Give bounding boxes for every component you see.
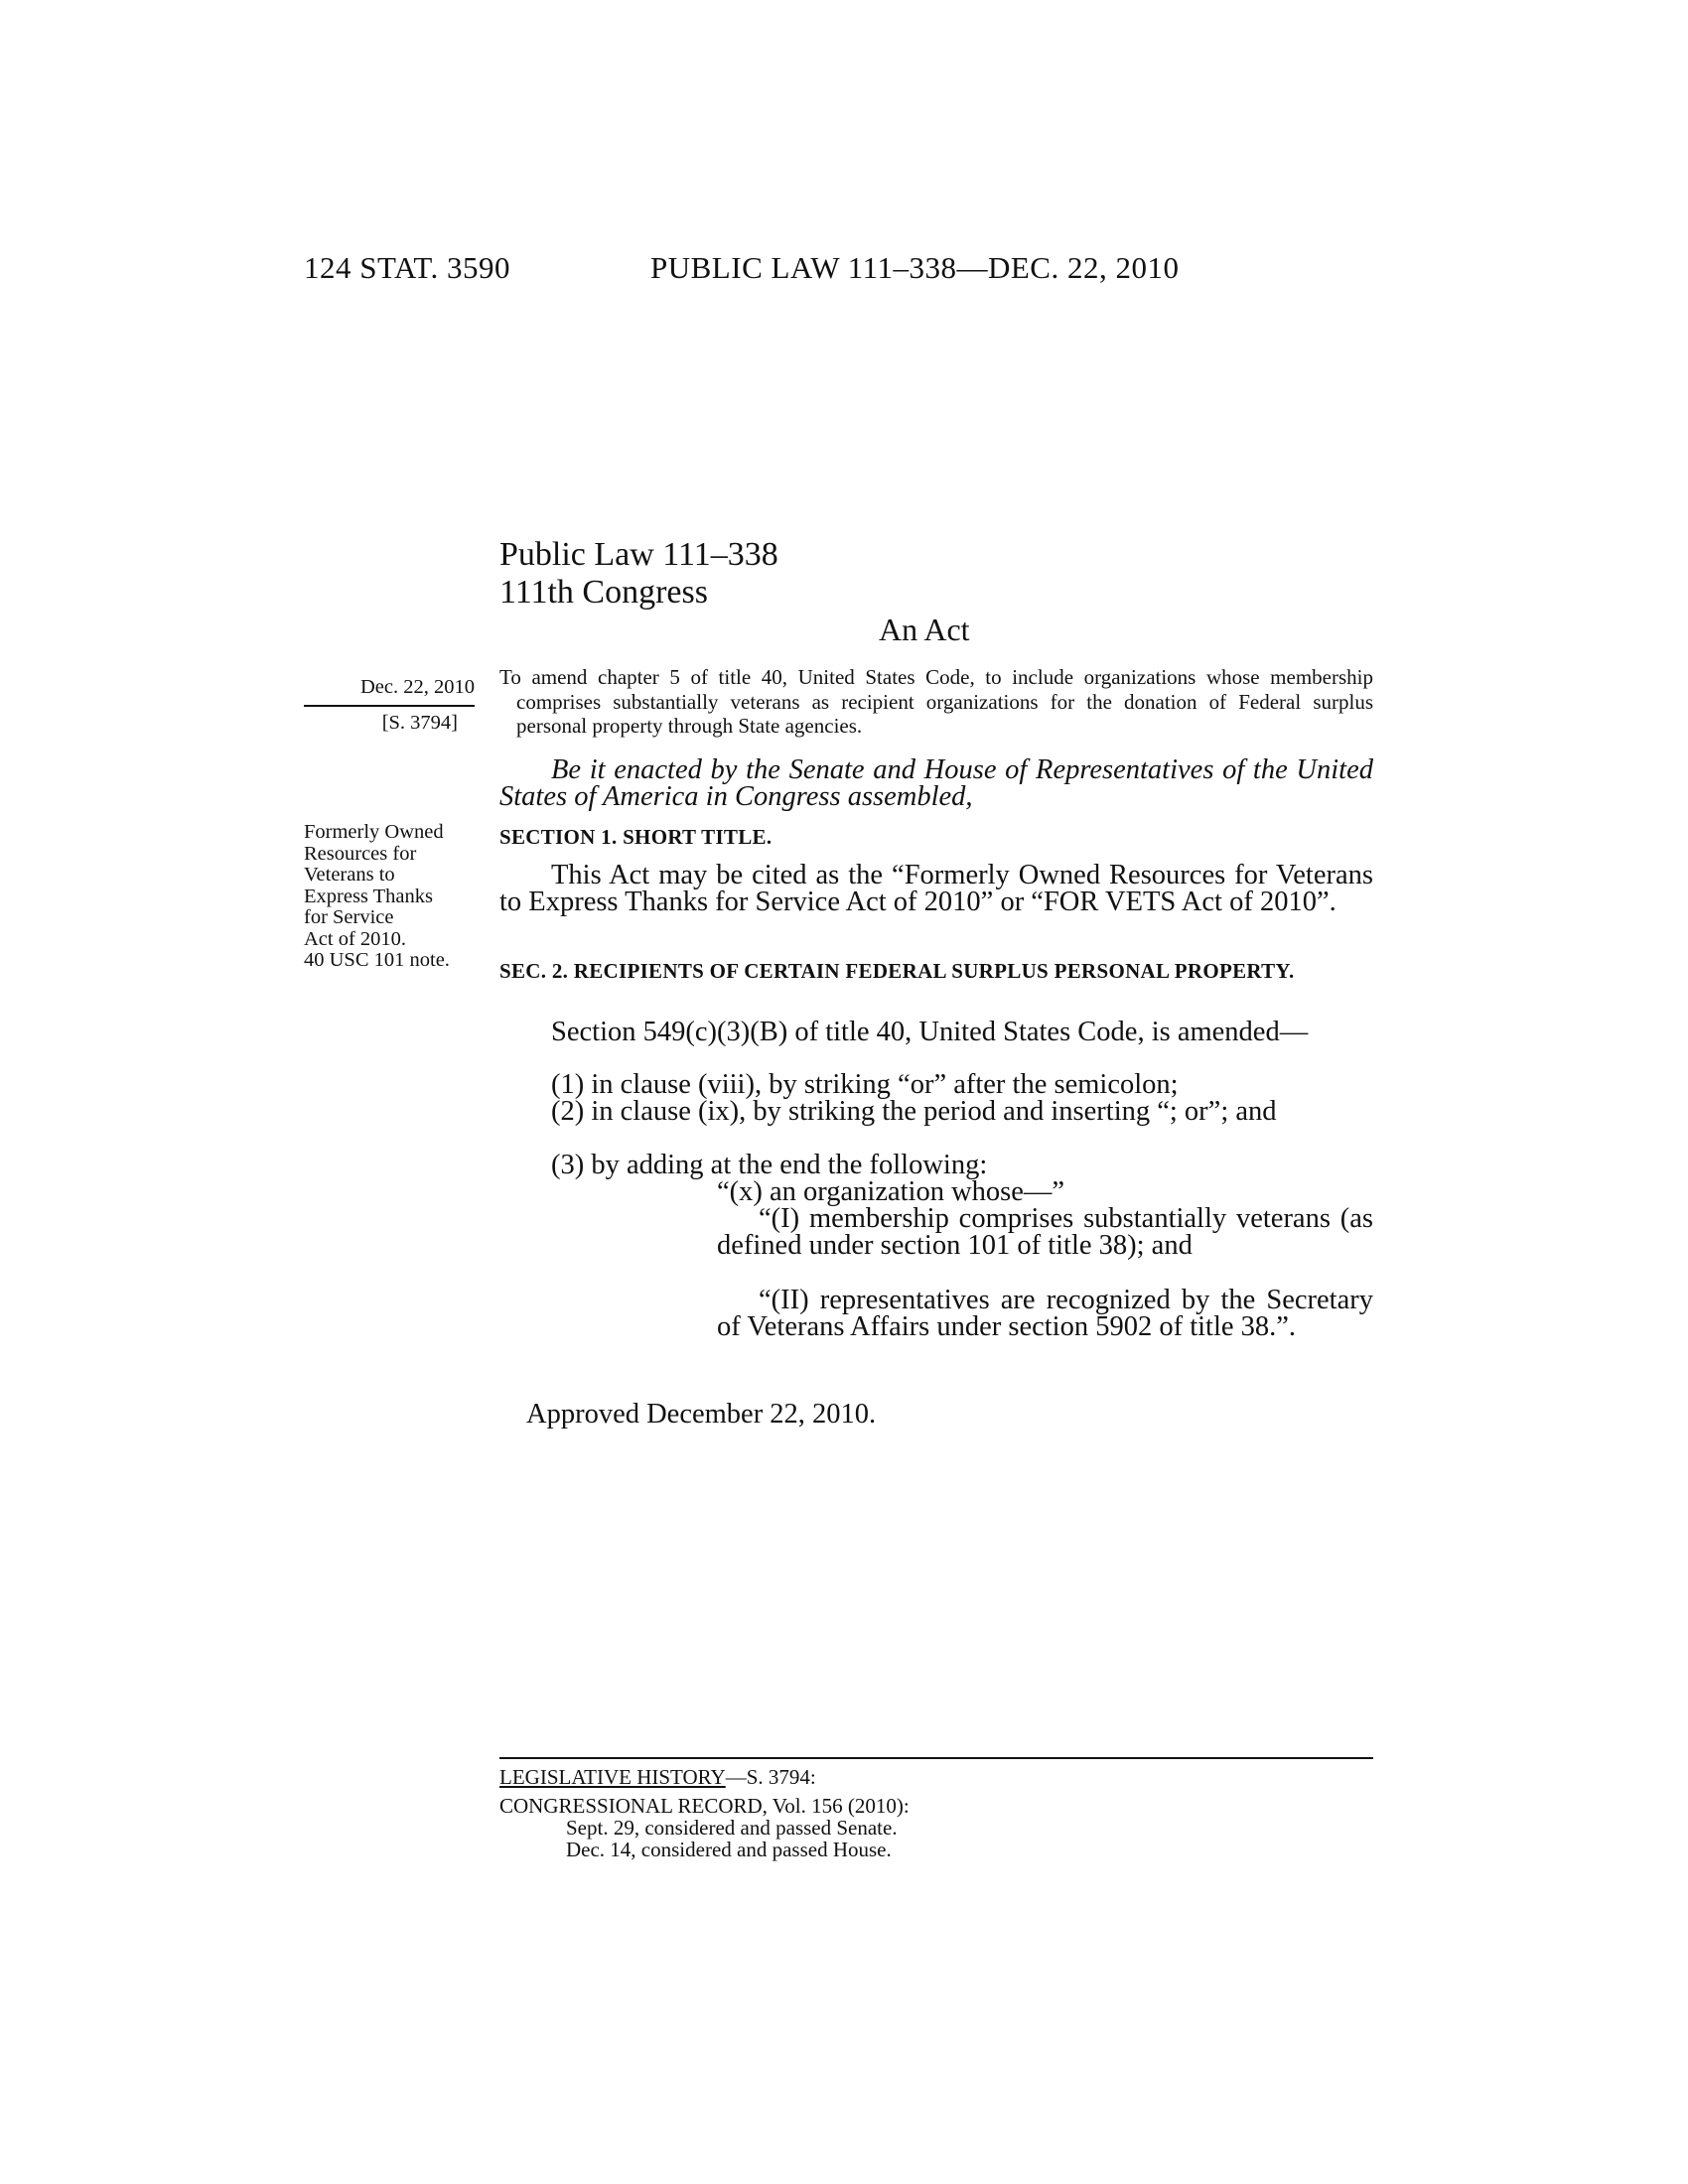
section-1-text: This Act may be cited as the “Formerly Owned Resources for Veterans to Express Thanks for Service Act of 2010” or “FOR VETS Act of 2010”.	[499, 860, 1373, 917]
margin-note-line: 40 USC 101 note.	[304, 949, 450, 971]
section-2-intro: Section 549(c)(3)(B) of title 40, United States Code, is amended—	[551, 1017, 1309, 1047]
margin-note-bill: [S. 3794]	[381, 712, 458, 734]
section-2-paragraph-3: (3) by adding at the end the following:	[551, 1150, 988, 1180]
section-1-heading: SECTION 1. SHORT TITLE.	[499, 825, 773, 849]
section-2-subclause-2: “(II) representatives are recognized by the Secretary of Veterans Affairs under section 5902 of title 38.”.	[717, 1285, 1373, 1342]
purpose-statement: To amend chapter 5 of title 40, United States Code, to include organizations whose membership comprises substantially veterans as recipient organizations for the donation of Federal surplus personal property through State agencies.	[499, 665, 1373, 739]
approval-date: Approved December 22, 2010.	[526, 1399, 877, 1430]
legislative-history-label	[499, 1766, 816, 1788]
margin-note-line: Resources for	[304, 842, 417, 865]
section-2-paragraph-1: (1) in clause (viii), by striking “or” after the semicolon;	[551, 1069, 1179, 1100]
section-2-subclause-1: “(I) membership comprises substantially veterans (as defined under section 101 of title 38); and	[717, 1203, 1373, 1261]
running-head-title: PUBLIC LAW 111–338—DEC. 22, 2010	[650, 250, 1180, 285]
margin-note-short-title	[304, 822, 492, 972]
section-2-clause-x: “(x) an organization whose—”	[717, 1176, 1065, 1207]
congressional-record-label: CONGRESSIONAL RECORD, Vol. 156 (2010):	[499, 1794, 910, 1818]
margin-note-line: Formerly Owned	[304, 821, 444, 843]
act-heading: An Act	[879, 612, 970, 647]
margin-note-date: Dec. 22, 2010	[359, 676, 475, 698]
legislative-history-title: LEGISLATIVE HISTORY	[499, 1765, 726, 1789]
margin-note-line: Act of 2010.	[304, 927, 407, 950]
margin-note-line: for Service	[304, 906, 394, 928]
legislative-history-entry: Dec. 14, considered and passed House.	[566, 1838, 892, 1861]
margin-note-divider	[304, 705, 475, 707]
footer-divider	[499, 1757, 1373, 1759]
margin-note-line: Veterans to	[304, 864, 395, 886]
congress-label: 111th Congress	[499, 574, 708, 611]
law-number: Public Law 111–338	[499, 536, 778, 573]
section-2-paragraph-2: (2) in clause (ix), by striking the period and inserting “; or”; and	[551, 1096, 1277, 1127]
section-2-heading: SEC. 2. RECIPIENTS OF CERTAIN FEDERAL SURPLUS PERSONAL PROPERTY.	[499, 959, 1295, 983]
running-head-stat-citation: 124 STAT. 3590	[304, 250, 511, 285]
enacting-clause: Be it enacted by the Senate and House of Representatives of the United States of America in Congress assembled,	[499, 754, 1373, 812]
legislative-history-bill: —S. 3794:	[725, 1765, 816, 1789]
legislative-history-entry: Sept. 29, considered and passed Senate.	[566, 1816, 898, 1840]
margin-note-line: Express Thanks	[304, 885, 434, 907]
